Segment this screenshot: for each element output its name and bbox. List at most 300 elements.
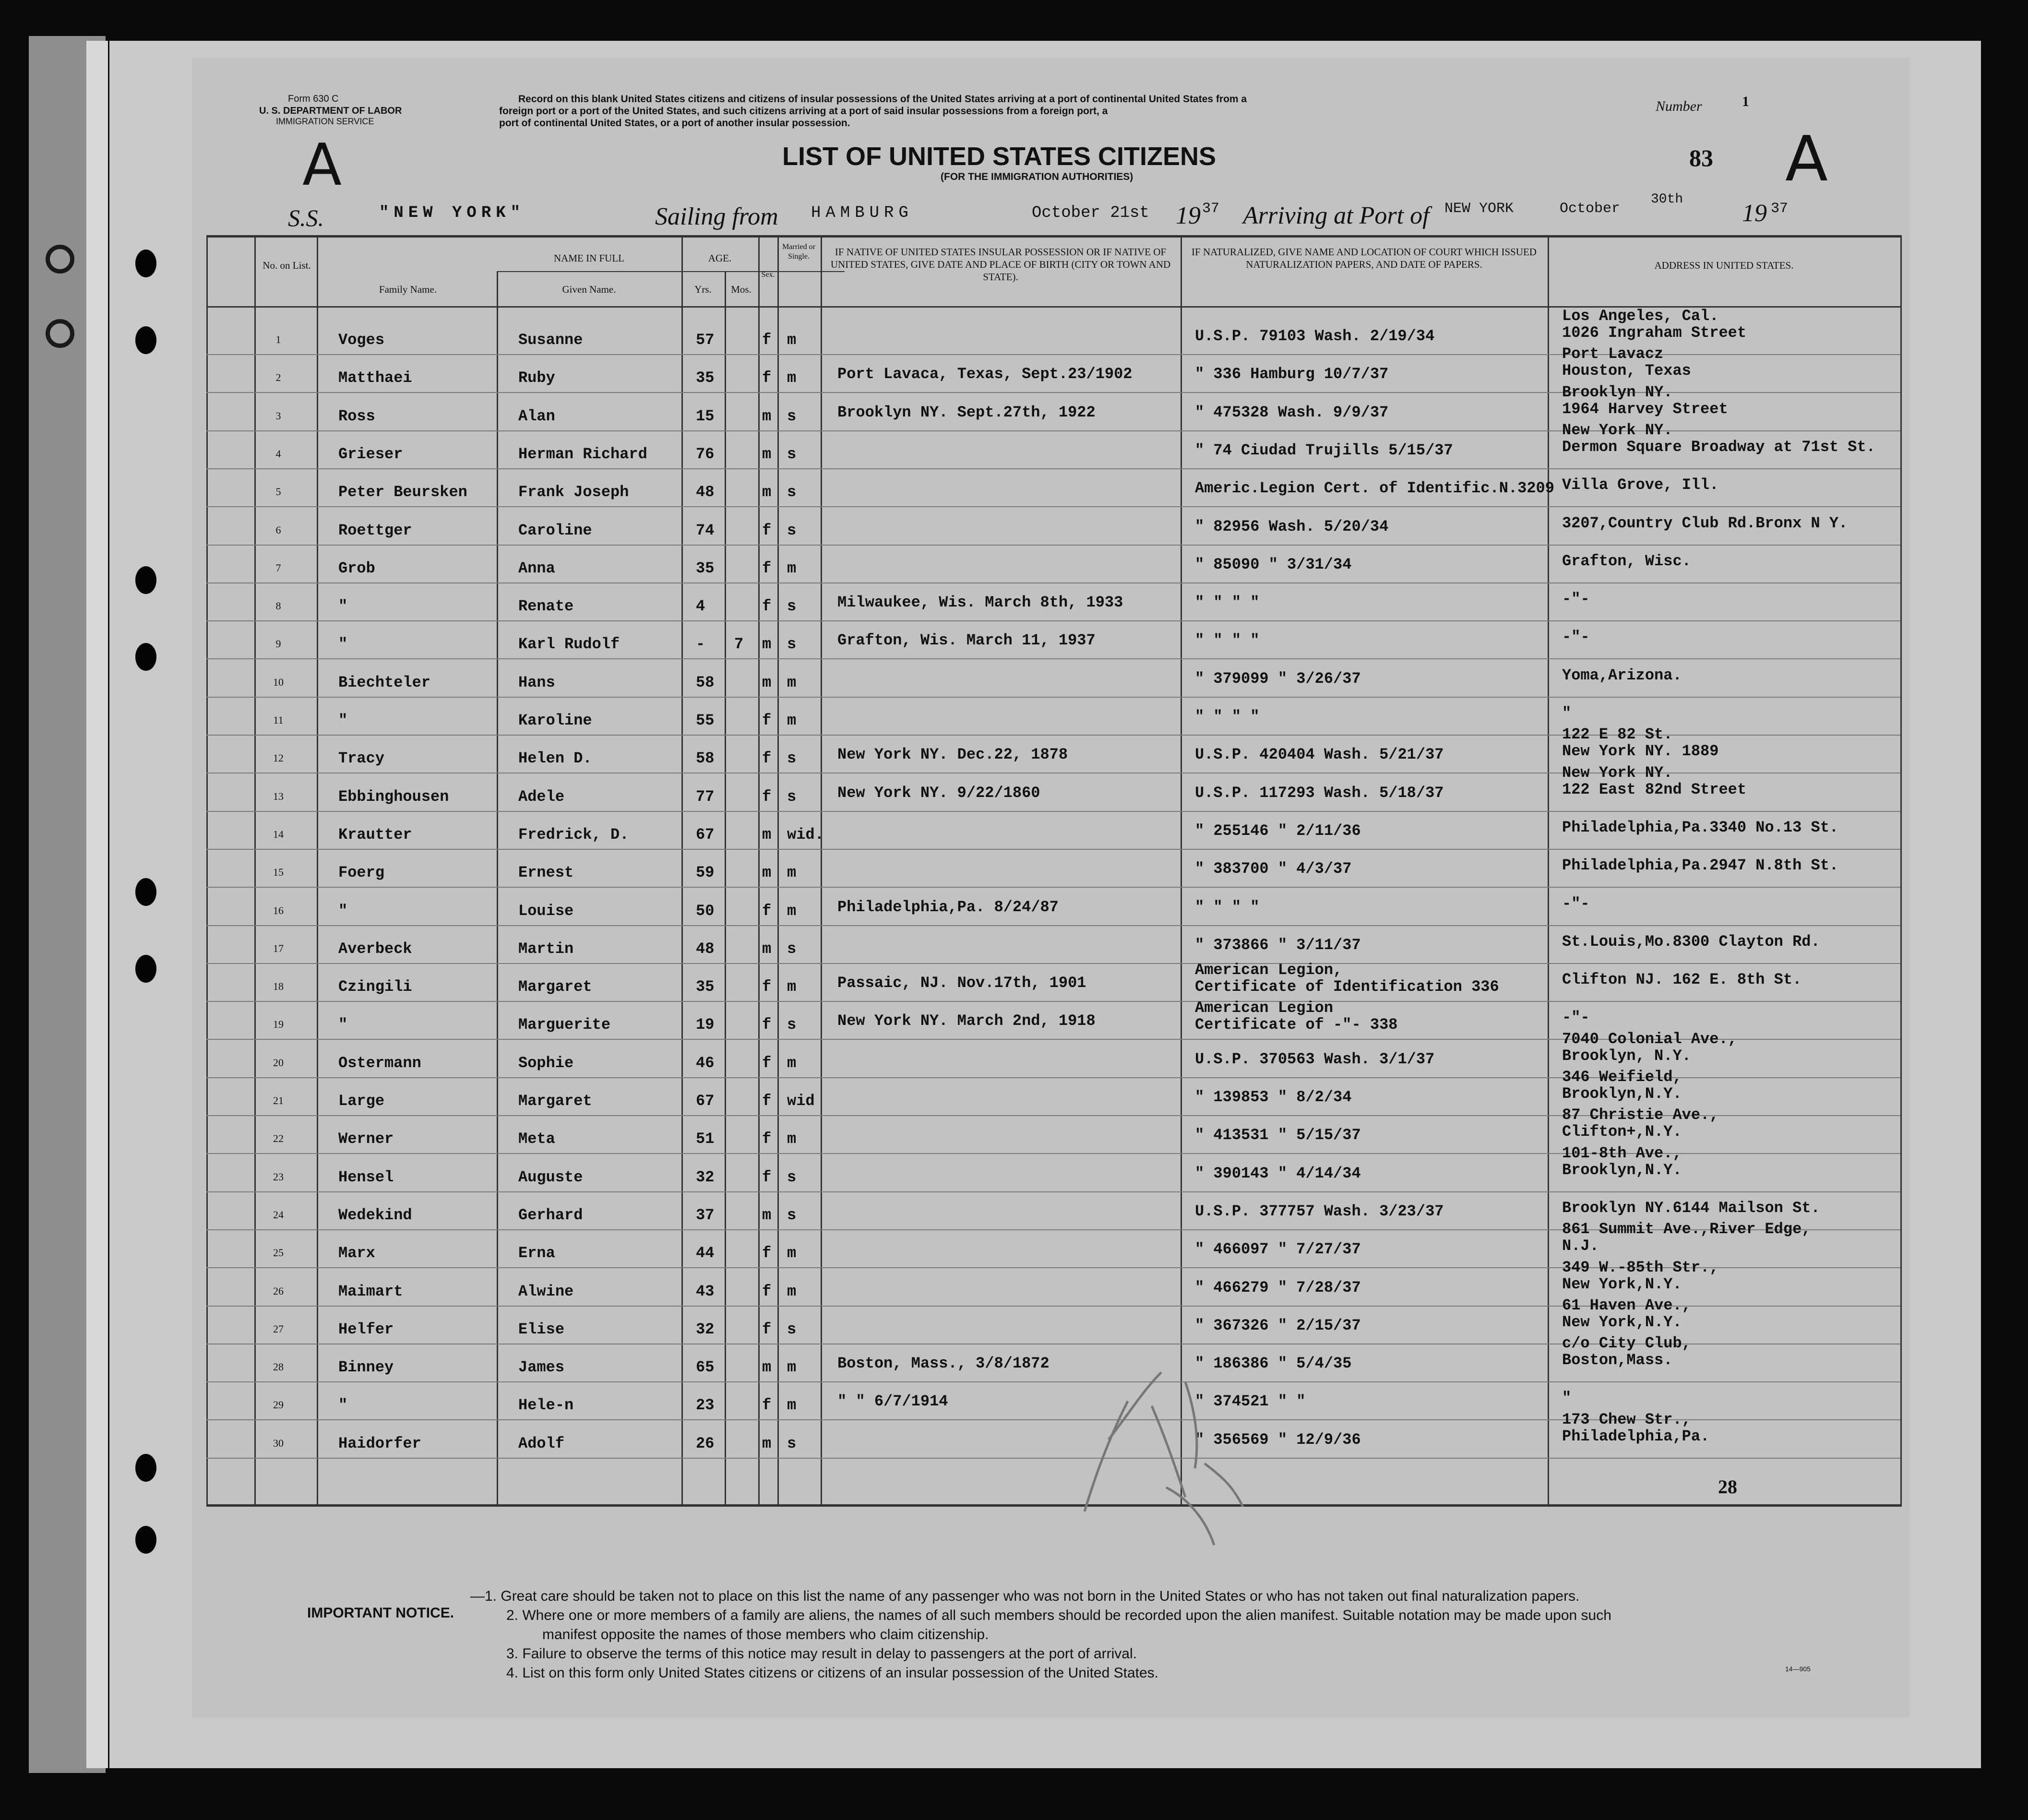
given-name: Hans — [518, 674, 555, 691]
naturalization: U.S.P. 377757 Wash. 3/23/37 — [1195, 1202, 1444, 1220]
row-divider — [206, 1381, 1900, 1382]
page-title: LIST OF UNITED STATES CITIZENS — [782, 142, 1216, 171]
age-years: 50 — [696, 902, 715, 920]
row-number: 1 — [275, 333, 281, 345]
sex: f — [762, 1168, 772, 1186]
birth-place-date: Boston, Mass., 3/8/1872 — [837, 1355, 1050, 1372]
col-border — [1548, 235, 1549, 1507]
col-header-naturalized: IF NATURALIZED, GIVE NAME AND LOCATION OF COURT WHICH ISSUED NATURALIZATION PAPERS, AND DATE OF PAPERS. — [1192, 246, 1537, 270]
notice-item-2: 2. Where one or more members of a family are aliens, the names of all such members should be recorded upon the alien manifest. Suitable notation may be made upon such — [506, 1607, 1611, 1623]
row-number: 8 — [275, 600, 281, 612]
address-line-1: 87 Christie Ave., — [1562, 1106, 1719, 1124]
arrival-port: NEW YORK — [1444, 201, 1514, 217]
address-line-1: 122 E 82 St. — [1562, 726, 1673, 743]
birth-place-date: Philadelphia,Pa. 8/24/87 — [837, 898, 1059, 916]
binder-edge — [86, 41, 108, 1768]
given-name: Herman Richard — [518, 445, 647, 463]
given-name: Louise — [518, 902, 574, 920]
given-name: Ernest — [518, 864, 574, 881]
age-years: 19 — [696, 1016, 715, 1034]
row-divider — [206, 1191, 1900, 1192]
family-name: " — [338, 1016, 348, 1034]
family-name: Ebbinghousen — [338, 788, 449, 806]
age-years: 46 — [696, 1054, 715, 1072]
sex: f — [762, 1130, 772, 1148]
marital-status: m — [787, 369, 797, 387]
row-divider — [206, 658, 1900, 659]
row-number: 11 — [273, 714, 284, 726]
family-name: " — [338, 635, 348, 653]
arriving-label: Arriving at Port of — [1243, 202, 1430, 229]
col-header-yrs: Yrs. — [694, 284, 712, 295]
naturalization-line-2: Certificate of Identification 336 — [1195, 978, 1499, 996]
notice-label: IMPORTANT NOTICE. — [307, 1605, 454, 1621]
marital-status: s — [787, 1206, 797, 1224]
given-name: Fredrick, D. — [518, 826, 629, 844]
family-name: Voges — [338, 331, 385, 349]
row-number: 18 — [273, 980, 284, 992]
punch-hole — [135, 955, 156, 983]
age-subheader-line — [681, 271, 727, 272]
service: IMMIGRATION SERVICE — [276, 117, 374, 126]
family-name: Hensel — [338, 1168, 394, 1186]
naturalization: " 82956 Wash. 5/20/34 — [1195, 518, 1389, 535]
row-number: 27 — [273, 1323, 284, 1335]
given-name: Erna — [518, 1244, 555, 1262]
address-line-1: Philadelphia,Pa.2947 N.8th St. — [1562, 856, 1839, 874]
row-number: 24 — [273, 1209, 284, 1221]
marital-status: m — [787, 712, 797, 729]
row-number: 14 — [273, 828, 284, 840]
address-line-1: 346 Weifield, — [1562, 1068, 1682, 1086]
col-header-no: No. on List. — [262, 260, 311, 271]
sex: f — [762, 978, 772, 996]
naturalization: " 413531 " 5/15/37 — [1195, 1126, 1361, 1144]
name-subheader-line — [497, 271, 845, 272]
address-line-1: St.Louis,Mo.8300 Clayton Rd. — [1562, 933, 1820, 951]
address-line-1: -"- — [1562, 628, 1590, 646]
address-line-2: 1964 Harvey Street — [1562, 400, 1728, 418]
printer-note: 14—905 — [1785, 1665, 1811, 1673]
address-line-1: " — [1562, 1389, 1572, 1407]
punch-hole — [135, 326, 156, 354]
address-line-1: 7040 Colonial Ave., — [1562, 1030, 1737, 1048]
address-line-1: 61 Haven Ave., — [1562, 1297, 1691, 1314]
address-line-2: New York,N.Y. — [1562, 1313, 1682, 1331]
address-line-2: Clifton+,N.Y. — [1562, 1123, 1682, 1141]
row-number: 4 — [275, 448, 281, 460]
address-line-1: Grafton, Wisc. — [1562, 552, 1691, 570]
given-name: Meta — [518, 1130, 555, 1148]
address-line-2: Philadelphia,Pa. — [1562, 1427, 1710, 1445]
family-name: Binney — [338, 1358, 394, 1376]
address-line-1: Clifton NJ. 162 E. 8th St. — [1562, 971, 1802, 988]
row-divider — [206, 506, 1900, 507]
naturalization: " 139853 " 8/2/34 — [1195, 1088, 1352, 1106]
address-line-1: 101-8th Ave., — [1562, 1144, 1682, 1162]
family-name: Roettger — [338, 522, 412, 539]
marital-status: m — [787, 1130, 797, 1148]
sex: f — [762, 1054, 772, 1072]
row-number: 21 — [273, 1094, 284, 1106]
department: U. S. DEPARTMENT OF LABOR — [259, 106, 402, 116]
address-line-1: Brooklyn NY.6144 Mailson St. — [1562, 1199, 1820, 1217]
form-number: Form 630 C — [288, 94, 339, 104]
col-border — [725, 271, 726, 1507]
row-number: 12 — [273, 752, 284, 764]
address-line-1: -"- — [1562, 1009, 1590, 1026]
given-name: Helen D. — [518, 749, 592, 767]
age-years: 35 — [696, 369, 715, 387]
address-line-1: " — [1562, 704, 1572, 722]
row-number: 26 — [273, 1285, 284, 1297]
age-years: 15 — [696, 407, 715, 425]
arrival-month: October — [1560, 201, 1621, 217]
given-name: James — [518, 1358, 565, 1376]
col-border — [777, 235, 779, 1507]
row-number: 20 — [273, 1057, 284, 1069]
table-top-border — [206, 235, 1900, 238]
ss-label: S.S. — [288, 204, 324, 231]
address-line-2: Boston,Mass. — [1562, 1351, 1673, 1369]
family-name: Large — [338, 1092, 385, 1110]
row-number: 6 — [275, 524, 281, 536]
naturalization: " 383700 " 4/3/37 — [1195, 860, 1352, 878]
age-years: 23 — [696, 1396, 715, 1414]
sex: m — [762, 1358, 772, 1376]
sex: m — [762, 826, 772, 844]
family-name: Foerg — [338, 864, 385, 881]
given-name: Ruby — [518, 369, 555, 387]
col-header-family: Family Name. — [379, 284, 437, 295]
col-border — [1900, 235, 1902, 1507]
naturalization: " 374521 " " — [1195, 1392, 1306, 1410]
age-years: 59 — [696, 864, 715, 881]
given-name: Renate — [518, 597, 574, 615]
family-name: Matthaei — [338, 369, 412, 387]
age-years: 32 — [696, 1320, 715, 1338]
address-line-2: Brooklyn,N.Y. — [1562, 1161, 1682, 1179]
family-name: Krautter — [338, 826, 412, 844]
marital-status: m — [787, 1054, 797, 1072]
age-years: 32 — [696, 1168, 715, 1186]
marital-status: s — [787, 788, 797, 806]
marital-status: s — [787, 483, 797, 501]
age-months: 7 — [734, 635, 744, 653]
row-number: 23 — [273, 1171, 284, 1183]
page-mark: 28 — [1718, 1476, 1737, 1498]
given-name: Auguste — [518, 1168, 583, 1186]
age-years: 51 — [696, 1130, 715, 1148]
naturalization: " 466279 " 7/28/37 — [1195, 1279, 1361, 1297]
instructions-line-1: Record on this blank United States citizens and citizens of insular possessions of the United States arriving at a port of continental United States from a — [518, 94, 1247, 105]
row-number: 19 — [273, 1018, 284, 1030]
pencil-signature — [1070, 1344, 1272, 1564]
naturalization: American Legion, — [1195, 961, 1343, 979]
sex: f — [762, 788, 772, 806]
col-header-address: ADDRESS IN UNITED STATES. — [1654, 260, 1794, 271]
binder-ring-hole — [46, 245, 74, 274]
address-line-1: 349 W.-85th Str., — [1562, 1259, 1719, 1276]
naturalization: " " " " — [1195, 594, 1260, 611]
naturalization: " 186386 " 5/4/35 — [1195, 1355, 1352, 1372]
sex: m — [762, 407, 772, 425]
age-years: 67 — [696, 826, 715, 844]
age-years: 65 — [696, 1358, 715, 1376]
given-name: Marguerite — [518, 1016, 611, 1034]
address-line-1: Yoma,Arizona. — [1562, 666, 1682, 684]
number-label: Number — [1656, 98, 1702, 114]
age-years: 48 — [696, 483, 715, 501]
marital-status: wid — [787, 1092, 815, 1110]
year-prefix: 19 — [1176, 202, 1201, 229]
row-divider — [206, 1458, 1900, 1459]
family-name: Marx — [338, 1244, 375, 1262]
punch-hole — [135, 566, 156, 594]
sex: f — [762, 597, 772, 615]
col-border — [206, 235, 208, 1507]
notice-item-4: 4. List on this form only United States citizens or citizens of an insular possession of the United States. — [506, 1665, 1159, 1681]
age-years: 26 — [696, 1435, 715, 1452]
col-border — [821, 235, 822, 1507]
col-header-name: NAME IN FULL — [554, 252, 624, 264]
naturalization: " 74 Ciudad Trujills 5/15/37 — [1195, 441, 1453, 459]
family-name: Helfer — [338, 1320, 394, 1338]
row-divider — [206, 887, 1900, 888]
address-line-1: New York NY. — [1562, 421, 1673, 439]
page-number: 83 — [1689, 144, 1713, 171]
family-name: Grieser — [338, 445, 403, 463]
row-divider — [206, 545, 1900, 546]
given-name: Hele-n — [518, 1396, 574, 1414]
sex: m — [762, 674, 772, 691]
year-prefix-2: 19 — [1742, 200, 1767, 227]
sailing-from-label: Sailing from — [655, 203, 778, 230]
birth-place-date: " " 6/7/1914 — [837, 1392, 948, 1410]
given-name: Martin — [518, 940, 574, 958]
sex: f — [762, 1244, 772, 1262]
address-line-1: Los Angeles, Cal. — [1562, 307, 1719, 325]
naturalization: " 85090 " 3/31/34 — [1195, 556, 1352, 573]
age-years: 58 — [696, 749, 715, 767]
sex: m — [762, 445, 772, 463]
sex: f — [762, 1396, 772, 1414]
arrival-year: 37 — [1771, 201, 1789, 217]
punch-hole — [135, 250, 156, 277]
given-name: Caroline — [518, 522, 592, 539]
naturalization: " 367326 " 2/15/37 — [1195, 1317, 1361, 1334]
sex: f — [762, 1092, 772, 1110]
col-header-given: Given Name. — [562, 284, 616, 295]
row-number: 7 — [275, 562, 281, 574]
row-number: 9 — [275, 638, 281, 650]
marital-status: s — [787, 1016, 797, 1034]
address-line-2: 1026 Ingraham Street — [1562, 324, 1747, 342]
col-header-birth: IF NATIVE OF UNITED STATES INSULAR POSSESSION OR IF NATIVE OF UNITED STATES, GIVE DATE AND PLACE OF BIRTH (CITY OR TOWN AND STATE). — [830, 246, 1171, 283]
birth-place-date: Brooklyn NY. Sept.27th, 1922 — [837, 404, 1096, 421]
marital-status: m — [787, 1396, 797, 1414]
age-years: 67 — [696, 1092, 715, 1110]
family-name: Ross — [338, 407, 375, 425]
row-number: 15 — [273, 866, 284, 878]
address-line-2: New York NY. 1889 — [1562, 742, 1719, 760]
birth-place-date: New York NY. March 2nd, 1918 — [837, 1012, 1096, 1030]
departure-date: October 21st — [1032, 204, 1149, 222]
marital-status: s — [787, 407, 797, 425]
row-number: 2 — [275, 371, 281, 383]
sex: f — [762, 749, 772, 767]
birth-place-date: New York NY. 9/22/1860 — [837, 784, 1040, 802]
family-name: Tracy — [338, 749, 385, 767]
sex: f — [762, 331, 772, 349]
address-line-1: -"- — [1562, 590, 1590, 608]
marital-status: m — [787, 331, 797, 349]
punch-hole — [135, 878, 156, 906]
given-name: Karl Rudolf — [518, 635, 620, 653]
family-name: Biechteler — [338, 674, 431, 691]
handwritten-mark-right: A — [1785, 122, 1828, 195]
naturalization: " 466097 " 7/27/37 — [1195, 1240, 1361, 1258]
age-years: 44 — [696, 1244, 715, 1262]
col-border — [758, 235, 760, 1507]
row-divider — [206, 811, 1900, 812]
marital-status: m — [787, 1358, 797, 1376]
notice-item-2b: manifest opposite the names of those members who claim citizenship. — [542, 1627, 989, 1642]
marital-status: s — [787, 522, 797, 539]
address-line-2: Brooklyn,N.Y. — [1562, 1085, 1682, 1103]
marital-status: s — [787, 1435, 797, 1452]
given-name: Adolf — [518, 1435, 565, 1452]
table-bottom-border — [206, 1504, 1900, 1507]
given-name: Elise — [518, 1320, 565, 1338]
family-name: " — [338, 902, 348, 920]
given-name: Karoline — [518, 712, 592, 729]
address-line-1: Philadelphia,Pa.3340 No.13 St. — [1562, 819, 1839, 836]
row-divider — [206, 620, 1900, 621]
page-subtitle: (FOR THE IMMIGRATION AUTHORITIES) — [941, 171, 1133, 182]
col-border — [681, 235, 683, 1507]
row-divider — [206, 963, 1900, 964]
naturalization: " " " " — [1195, 898, 1260, 916]
naturalization: U.S.P. 420404 Wash. 5/21/37 — [1195, 746, 1444, 763]
sex: m — [762, 635, 772, 653]
address-line-1: -"- — [1562, 895, 1590, 913]
age-years: 74 — [696, 522, 715, 539]
punch-hole — [135, 643, 156, 671]
col-header-mos: Mos. — [731, 284, 752, 295]
family-name: " — [338, 597, 348, 615]
address-line-2: Houston, Texas — [1562, 362, 1691, 380]
naturalization: " " " " — [1195, 631, 1260, 649]
row-number: 17 — [273, 942, 284, 954]
family-name: Haidorfer — [338, 1435, 421, 1452]
birth-place-date: Passaic, NJ. Nov.17th, 1901 — [837, 974, 1086, 992]
punch-hole — [135, 1454, 156, 1482]
given-name: Frank Joseph — [518, 483, 629, 501]
age-years: 48 — [696, 940, 715, 958]
family-name: " — [338, 712, 348, 729]
given-name: Sophie — [518, 1054, 574, 1072]
sex: f — [762, 1320, 772, 1338]
family-name: Grob — [338, 559, 375, 577]
address-line-2: N.J. — [1562, 1237, 1599, 1255]
sex: f — [762, 1016, 772, 1034]
family-name: Ostermann — [338, 1054, 421, 1072]
naturalization: " 255146 " 2/11/36 — [1195, 822, 1361, 840]
notice-item-1: —1. Great care should be taken not to place on this list the name of any passenger who was not born in the United States or who has not taken out final naturalization papers. — [470, 1588, 1580, 1604]
age-years: 76 — [696, 445, 715, 463]
sex: f — [762, 522, 772, 539]
binder-ring-hole — [46, 319, 74, 348]
col-border — [497, 271, 498, 1507]
age-years: 43 — [696, 1283, 715, 1300]
marital-status: m — [787, 864, 797, 881]
given-name: Margaret — [518, 1092, 592, 1110]
address-line-1: 3207,Country Club Rd.Bronx N Y. — [1562, 514, 1848, 532]
age-years: 35 — [696, 559, 715, 577]
address-line-2: New York,N.Y. — [1562, 1275, 1682, 1293]
instructions-line-2: foreign port or a port of the United States, and such citizens arriving at a port of said insular possessions from a foreign port, a — [499, 106, 1108, 117]
marital-status: s — [787, 1168, 797, 1186]
age-years: 4 — [696, 597, 705, 615]
address-line-1: 861 Summit Ave.,River Edge, — [1562, 1220, 1811, 1238]
naturalization: " 373866 " 3/11/37 — [1195, 936, 1361, 954]
row-number: 29 — [273, 1399, 284, 1411]
naturalization: " 336 Hamburg 10/7/37 — [1195, 365, 1389, 383]
address-line-1: Port Lavacz — [1562, 345, 1664, 363]
col-header-sex: Sex. — [761, 271, 775, 279]
birth-place-date: New York NY. Dec.22, 1878 — [837, 746, 1068, 763]
given-name: Adele — [518, 788, 565, 806]
row-number: 28 — [273, 1361, 284, 1373]
naturalization: Americ.Legion Cert. of Identific.N.3209 — [1195, 479, 1554, 497]
row-divider — [206, 468, 1900, 469]
marital-status: wid. — [787, 826, 824, 844]
number-value: 1 — [1742, 94, 1749, 109]
marital-status: m — [787, 1283, 797, 1300]
col-header-married: Married or Single. — [782, 243, 815, 261]
row-number: 5 — [275, 486, 281, 498]
row-number: 3 — [275, 410, 281, 422]
notice-item-3: 3. Failure to observe the terms of this notice may result in delay to passengers at the port of arrival. — [506, 1646, 1137, 1662]
age-years: 58 — [696, 674, 715, 691]
given-name: Susanne — [518, 331, 583, 349]
sex: m — [762, 864, 772, 881]
row-number: 13 — [273, 790, 284, 802]
naturalization: " 390143 " 4/14/34 — [1195, 1165, 1361, 1182]
arrival-day: 30th — [1651, 192, 1683, 207]
family-name: Averbeck — [338, 940, 412, 958]
family-name: " — [338, 1396, 348, 1414]
naturalization: " " " " — [1195, 708, 1260, 726]
marital-status: s — [787, 445, 797, 463]
marital-status: s — [787, 1320, 797, 1338]
marital-status: s — [787, 940, 797, 958]
marital-status: s — [787, 749, 797, 767]
address-line-1: Brooklyn NY. — [1562, 383, 1673, 401]
naturalization: " 356569 " 12/9/36 — [1195, 1431, 1361, 1449]
naturalization: " 475328 Wash. 9/9/37 — [1195, 404, 1389, 421]
address-line-1: New York NY. — [1562, 764, 1673, 782]
row-number: 25 — [273, 1247, 284, 1259]
marital-status: m — [787, 978, 797, 996]
family-name: Maimart — [338, 1283, 403, 1300]
punch-hole — [135, 1526, 156, 1554]
naturalization: U.S.P. 79103 Wash. 2/19/34 — [1195, 327, 1435, 345]
naturalization-line-2: Certificate of -"- 338 — [1195, 1016, 1398, 1034]
col-border — [254, 235, 256, 1507]
family-name: Czingili — [338, 978, 412, 996]
